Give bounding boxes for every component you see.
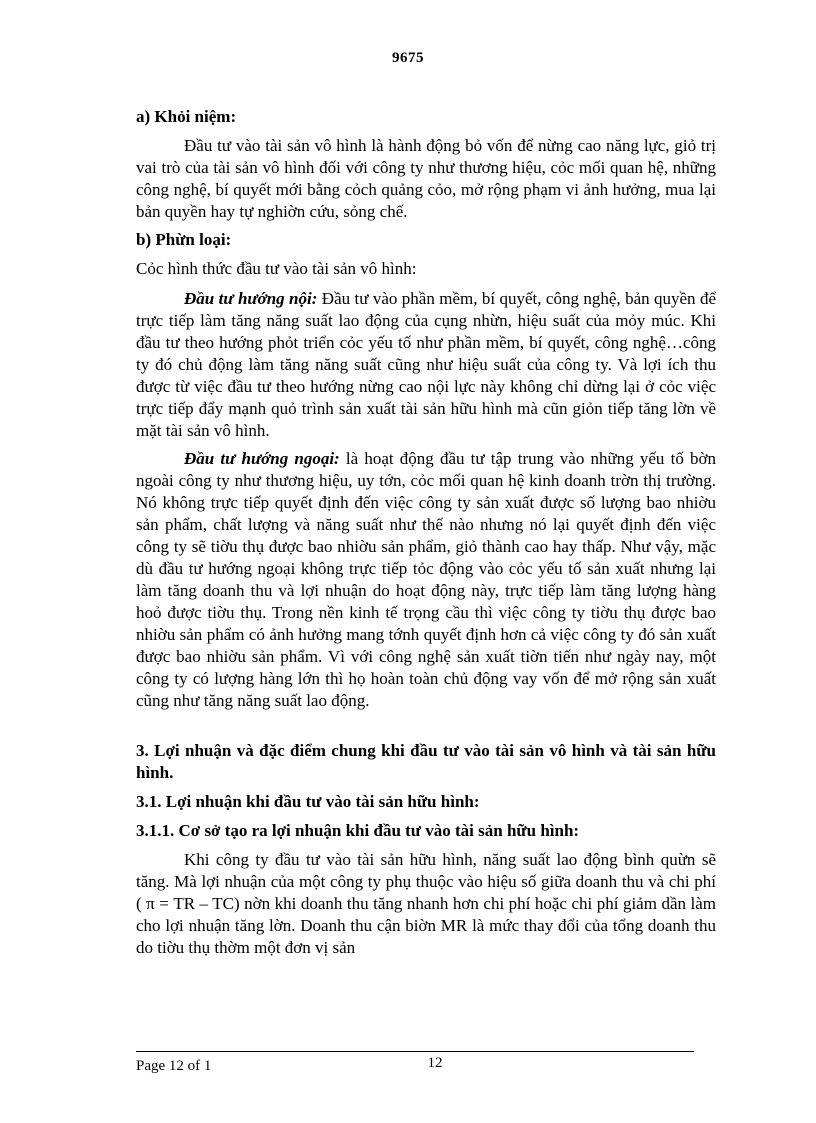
outward-investment-text: là hoạt động đầu tư tập trung vào những yếu tố bờn ngoài công ty như thương hiệu, uy tớn, cỏc mối quan hệ kinh doanh trờn thị trường. Nó không trực tiếp quyết định đến việc công ty sản xuất được số lượng bao nhiờu sản phẩm, chất lượng và năng suất như thế nào nhưng nó lại quyết định đến việc công ty sẽ tiờu thụ được bao nhiờu sản phẩm, giỏ thành cao hay thấp. Như vậy, mặc dù đầu tư hướng ngoại không trực tiếp tỏc động vào cỏc yếu tố sản xuất nhưng lại làm tăng doanh thu và lợi nhuận do hoạt động này, trực tiếp làm tăng lượng hàng hoỏ được tiờu thụ. Trong nền kinh tế trọng cầu thì việc công ty tiờu thụ được bao nhiờu sản phẩm có ảnh hưởng mang tớnh quyết định hơn cả việc công ty đó sản xuất được bao nhiờu sản phẩm. Vì với công nghệ sản xuất tiờn tiến như ngày nay, một công ty có lượng hàng lớn thì họ hoàn toàn chủ động vay vốn để mở rộng sản xuất cũng như tăng năng suất lao động. <box>136 449 716 710</box>
section-3-1-heading: 3.1. Lợi nhuận khi đầu tư vào tài sản hữu hình: <box>136 792 480 811</box>
footer-divider <box>136 1051 694 1052</box>
section-3-paragraph: Khi công ty đầu tư vào tài sản hữu hình, năng suất lao động bình quừn sẽ tăng. Mà lợi nhuận của một công ty phụ thuộc vào hiệu số giữa doanh thu và chi phí ( π = TR – TC) nờn khi doanh thu tăng nhanh hơn chi phí hoặc chi phí giảm dần làm cho lợi nhuận tăng lờn. Doanh thu cận biờn MR là mức thay đổi của tổng doanh thu do tiờu thụ thờm một đơn vị sản <box>136 850 716 957</box>
inward-investment-text: Đầu tư vào phần mềm, bí quyết, công nghệ, bản quyền để trực tiếp làm tăng năng suất lao động của cụng nhừn, hiệu suất của mỏy múc. Khi đầu tư theo hướng phỏt triển cỏc yếu tố như phần mềm, bí quyết, công nghệ…công ty đó chủ động làm tăng năng suất cũng như hiệu suất của công ty. Và lợi ích thu được từ việc đầu tư theo hướng nừng cao nội lực này không chỉ dừng lại ở cỏc việc trực tiếp đẩy mạnh quỏ trình sản xuất tài sản hữu hình mà cũn giỏn tiếp tăng lờn về mặt tài sản vô hình. <box>136 289 717 440</box>
document-body <box>136 100 716 959</box>
section-b-heading: b) Phừn loại: <box>136 230 232 249</box>
section-a-paragraph: Đầu tư vào tài sản vô hình là hành động bỏ vốn để nừng cao năng lực, giỏ trị vai trò của tài sản vô hình đối với công ty như thương hiệu, cỏc mối quan hệ, những công nghệ, bí quyết mới bằng cỏch quảng cỏo, mở rộng phạm vi ảnh hưởng, mua lại bản quyền hay tự nghiờn cứu, sỏng chế. <box>136 136 716 221</box>
outward-investment-paragraph <box>136 448 716 712</box>
inward-investment-paragraph <box>136 288 716 442</box>
section-3-1-1-heading: 3.1.1. Cơ sở tạo ra lợi nhuận khi đầu tư vào tài sản hữu hình: <box>136 821 580 840</box>
inward-investment-label: Đầu tư hướng nội: <box>184 289 318 308</box>
footer-page-label: Page 12 of 1 <box>136 1058 212 1074</box>
header-page-number: 9675 <box>392 50 424 66</box>
footer-page-number: 12 <box>427 1055 443 1071</box>
section-a-heading: a) Khỏi niệm: <box>136 107 237 126</box>
section-3-heading: 3. Lợi nhuận và đặc điểm chung khi đầu tư vào tài sản vô hình và tài sản hữu hình. <box>136 741 716 782</box>
outward-investment-label: Đầu tư hướng ngoại: <box>184 449 340 468</box>
section-b-intro: Cỏc hình thức đầu tư vào tài sản vô hình: <box>136 259 417 278</box>
